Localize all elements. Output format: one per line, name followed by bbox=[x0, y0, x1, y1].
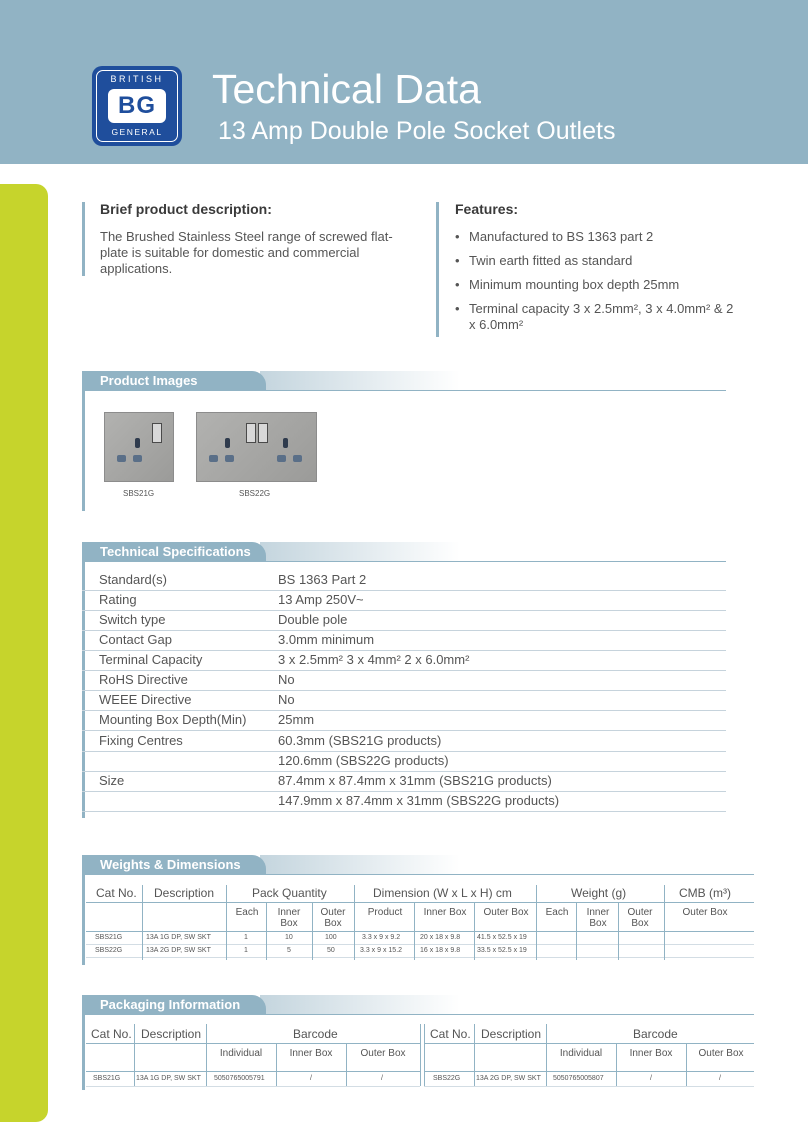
col-header: Barcode bbox=[293, 1027, 338, 1041]
product-image-sbs21g bbox=[104, 412, 174, 482]
sub-header: Each bbox=[235, 907, 259, 918]
spec-value: No bbox=[278, 672, 295, 687]
spec-key: Mounting Box Depth(Min) bbox=[99, 712, 247, 727]
table-cell: 1 bbox=[244, 934, 248, 941]
product-caption: SBS21G bbox=[123, 489, 155, 498]
sub-header: Outer Box bbox=[627, 907, 653, 929]
section-rule bbox=[82, 561, 726, 562]
col-header: Barcode bbox=[633, 1027, 678, 1041]
rocker-switch bbox=[258, 423, 268, 443]
british-general-logo bbox=[92, 66, 182, 146]
section-divider bbox=[82, 875, 85, 965]
spec-key: RoHS Directive bbox=[99, 672, 188, 687]
sub-header: Outer Box bbox=[698, 1048, 744, 1059]
col-header: Pack Quantity bbox=[252, 886, 327, 900]
sub-header: Inner Box bbox=[277, 907, 301, 929]
sub-header: Product bbox=[367, 907, 403, 918]
table-cell: 13A 2G DP, SW SKT bbox=[476, 1075, 541, 1082]
table-cell: 13A 1G DP, SW SKT bbox=[136, 1075, 201, 1082]
col-header: Cat No. bbox=[430, 1027, 471, 1041]
sub-header: Individual bbox=[219, 1048, 263, 1059]
table-cell: 3.3 x 9 x 15.2 bbox=[360, 947, 403, 954]
spec-row bbox=[82, 590, 726, 611]
feature-item: • Manufactured to BS 1363 part 2 bbox=[455, 229, 739, 245]
weights-tab: Weights & Dimensions bbox=[82, 855, 266, 875]
spec-row bbox=[82, 610, 726, 631]
sub-header: Inner Box bbox=[289, 1048, 333, 1059]
spec-value: Double pole bbox=[278, 612, 348, 627]
table-cell: 50 bbox=[327, 947, 335, 954]
table-cell: / bbox=[310, 1075, 312, 1082]
spec-row bbox=[82, 650, 726, 671]
spec-row bbox=[82, 731, 726, 752]
page-title: Technical Data bbox=[212, 66, 481, 112]
feature-item: • Terminal capacity 3 x 2.5mm², 3 x 4.0mm² & 2 x 6.0mm² bbox=[455, 301, 739, 333]
table-cell: / bbox=[381, 1075, 383, 1082]
spec-key: Switch type bbox=[99, 612, 166, 627]
spec-row bbox=[82, 751, 726, 772]
logo-text-top: BRITISH bbox=[110, 74, 164, 84]
spec-row bbox=[82, 791, 726, 812]
table-cell: 5050765005807 bbox=[553, 1075, 604, 1082]
spec-key: Terminal Capacity bbox=[99, 652, 203, 667]
rocker-switch bbox=[152, 423, 162, 443]
description-heading: Brief product description: bbox=[100, 201, 272, 217]
table-cell: / bbox=[719, 1075, 721, 1082]
table-cell: 3.3 x 9 x 9.2 bbox=[362, 934, 401, 941]
sub-header: Each bbox=[545, 907, 569, 918]
spec-row bbox=[82, 690, 726, 711]
spec-key: Size bbox=[99, 773, 125, 788]
page-subtitle: 13 Amp Double Pole Socket Outlets bbox=[218, 117, 616, 145]
col-header: Description bbox=[141, 1027, 202, 1041]
rocker-switch bbox=[246, 423, 256, 443]
product-images-tab: Product Images bbox=[82, 371, 266, 391]
packaging-tab: Packaging Information bbox=[82, 995, 266, 1015]
features-divider bbox=[436, 202, 439, 337]
sub-header: Inner Box bbox=[423, 907, 467, 918]
table-cell: 13A 2G DP, SW SKT bbox=[146, 947, 211, 954]
spec-value: 13 Amp 250V~ bbox=[278, 592, 364, 607]
spec-key: Standard(s) bbox=[99, 572, 167, 587]
description-divider bbox=[82, 202, 85, 276]
table-cell: 5050765005791 bbox=[214, 1075, 265, 1082]
logo-text-bg: BG bbox=[108, 89, 166, 123]
table-cell: 41.5 x 52.5 x 19 bbox=[477, 934, 527, 941]
section-divider bbox=[82, 391, 85, 511]
spec-value: No bbox=[278, 692, 295, 707]
sub-header: Individual bbox=[559, 1048, 603, 1059]
product-caption: SBS22G bbox=[239, 489, 271, 498]
col-header: Cat No. bbox=[96, 886, 137, 900]
sub-header: Outer Box bbox=[360, 1048, 406, 1059]
table-cell: 1 bbox=[244, 947, 248, 954]
spec-key: WEEE Directive bbox=[99, 692, 192, 707]
spec-value: 87.4mm x 87.4mm x 31mm (SBS21G products) bbox=[278, 773, 552, 788]
table-cell: 10 bbox=[285, 934, 293, 941]
table-cell: 16 x 18 x 9.8 bbox=[420, 947, 461, 954]
table-cell: 20 x 18 x 9.8 bbox=[420, 934, 461, 941]
table-cell: 100 bbox=[325, 934, 337, 941]
sub-header: Outer Box bbox=[320, 907, 346, 929]
spec-key: Fixing Centres bbox=[99, 733, 183, 748]
spec-row bbox=[82, 670, 726, 691]
table-cell: SBS22G bbox=[95, 947, 123, 954]
spec-key: Contact Gap bbox=[99, 632, 172, 647]
spec-value: 60.3mm (SBS21G products) bbox=[278, 733, 442, 748]
spec-value: 3.0mm minimum bbox=[278, 632, 375, 647]
spec-value: 120.6mm (SBS22G products) bbox=[278, 753, 449, 768]
feature-item: • Twin earth fitted as standard bbox=[455, 253, 739, 269]
spec-value: 147.9mm x 87.4mm x 31mm (SBS22G products) bbox=[278, 793, 560, 808]
section-rule bbox=[82, 1014, 754, 1015]
table-cell: 33.5 x 52.5 x 19 bbox=[477, 947, 527, 954]
table-cell: 5 bbox=[287, 947, 291, 954]
spec-row bbox=[82, 570, 726, 591]
spec-key: Rating bbox=[99, 592, 137, 607]
col-header: Description bbox=[481, 1027, 542, 1041]
col-header: Description bbox=[154, 886, 215, 900]
col-header: Weight (g) bbox=[571, 886, 627, 900]
side-accent-bar bbox=[0, 184, 48, 1122]
table-cell: SBS21G bbox=[95, 934, 123, 941]
sub-header: Inner Box bbox=[586, 907, 610, 929]
col-header: Cat No. bbox=[91, 1027, 132, 1041]
spec-value: 3 x 2.5mm² 3 x 4mm² 2 x 6.0mm² bbox=[278, 652, 470, 667]
product-image-sbs22g bbox=[196, 412, 317, 482]
spec-value: BS 1363 Part 2 bbox=[278, 572, 367, 587]
features-heading: Features: bbox=[455, 201, 519, 217]
spec-value: 25mm bbox=[278, 712, 315, 727]
sub-header: Inner Box bbox=[629, 1048, 673, 1059]
sub-header: Outer Box bbox=[483, 907, 529, 918]
table-cell: SBS21G bbox=[93, 1075, 121, 1082]
spec-row bbox=[82, 630, 726, 651]
section-divider bbox=[82, 1015, 85, 1090]
table-cell: 13A 1G DP, SW SKT bbox=[146, 934, 211, 941]
feature-item: • Minimum mounting box depth 25mm bbox=[455, 277, 739, 293]
section-rule bbox=[82, 874, 754, 875]
header-banner bbox=[0, 0, 808, 164]
description-text: The Brushed Stainless Steel range of screwed flat-plate is suitable for domestic and commercial applications. bbox=[100, 229, 393, 276]
spec-row bbox=[82, 771, 726, 792]
logo-text-bottom: GENERAL bbox=[111, 127, 163, 137]
tech-specs-tab: Technical Specifications bbox=[82, 542, 266, 562]
table-cell: / bbox=[650, 1075, 652, 1082]
table-cell: SBS22G bbox=[433, 1075, 461, 1082]
col-header: Dimension (W x L x H) cm bbox=[373, 886, 512, 900]
features-list bbox=[455, 229, 739, 341]
sub-header: Outer Box bbox=[682, 907, 728, 918]
col-header: CMB (m³) bbox=[679, 886, 731, 900]
section-rule bbox=[82, 390, 726, 391]
spec-row bbox=[82, 710, 726, 731]
